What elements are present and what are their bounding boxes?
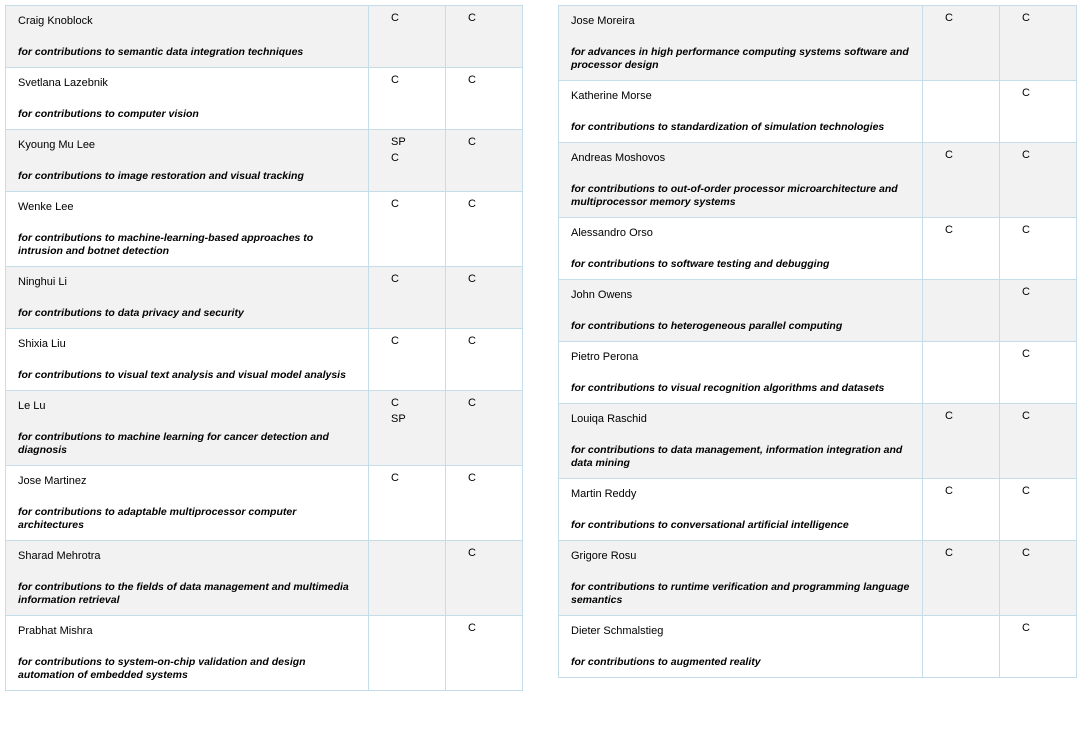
fellow-cell (559, 81, 923, 143)
fellow-name: Ninghui Li (18, 276, 67, 288)
table-row (6, 267, 523, 329)
category-cell (923, 81, 1000, 143)
category-cell (369, 616, 446, 691)
fellow-name: Le Lu (18, 400, 46, 412)
fellow-citation: for contributions to computer vision (18, 108, 199, 120)
designation-code: C (1022, 547, 1030, 559)
fellow-name: Shixia Liu (18, 338, 66, 350)
category-cell (369, 267, 446, 329)
fellow-name: Andreas Moshovos (571, 152, 666, 164)
designation-code: C (391, 198, 399, 210)
society-cell (1000, 280, 1077, 342)
table-row (6, 6, 523, 68)
category-cell (923, 280, 1000, 342)
designation-code: C (391, 273, 399, 285)
fellow-citation: for contributions to heterogeneous parallel computing (571, 320, 843, 332)
fellow-citation: for contributions to the fields of data management and multimedia information retrieval (18, 581, 349, 606)
fellow-citation: for contributions to data management, information integration and data mining (571, 444, 903, 469)
designation-code: C (468, 273, 476, 285)
society-cell (446, 68, 523, 130)
table-row (6, 541, 523, 616)
designation-code: C (468, 397, 476, 409)
society-cell (446, 541, 523, 616)
table-row (559, 143, 1077, 218)
fellow-citation: for contributions to data privacy and security (18, 307, 244, 319)
table-row (6, 130, 523, 192)
table-row (559, 81, 1077, 143)
category-cell (923, 541, 1000, 616)
designation-code: C (391, 335, 399, 347)
table-row (6, 68, 523, 130)
society-cell (446, 6, 523, 68)
fellow-citation: for contributions to software testing and debugging (571, 258, 830, 270)
designation-code: C (468, 74, 476, 86)
fellow-cell (559, 541, 923, 616)
designation-code: C (1022, 485, 1030, 497)
table-row (559, 404, 1077, 479)
fellow-name: Alessandro Orso (571, 227, 653, 239)
fellow-citation: for contributions to machine-learning-based approaches to intrusion and botnet detection (18, 232, 314, 257)
category-cell (923, 218, 1000, 280)
fellows-table-right (558, 5, 1077, 678)
fellow-name: Craig Knoblock (18, 15, 93, 27)
category-cell (369, 130, 446, 192)
table-row (559, 616, 1077, 678)
fellow-name: Wenke Lee (18, 201, 74, 213)
fellow-cell (559, 479, 923, 541)
designation-code: C (1022, 12, 1030, 24)
fellow-cell (559, 143, 923, 218)
category-cell (923, 6, 1000, 81)
designation-code: C (1022, 87, 1030, 99)
fellow-cell (6, 329, 369, 391)
designation-code: C (945, 12, 953, 24)
fellow-citation: for contributions to visual text analysis and visual model analysis (18, 369, 346, 381)
table-row (6, 192, 523, 267)
designation-code: C (1022, 410, 1030, 422)
fellow-cell (6, 466, 369, 541)
designation-code: C (468, 472, 476, 484)
category-cell (923, 404, 1000, 479)
table-row (559, 218, 1077, 280)
society-cell (1000, 479, 1077, 541)
table-row (559, 479, 1077, 541)
fellow-name: Katherine Morse (571, 90, 652, 102)
category-cell (369, 541, 446, 616)
society-cell (1000, 541, 1077, 616)
fellow-cell (6, 267, 369, 329)
society-cell (446, 391, 523, 466)
fellow-citation: for contributions to semantic data integration techniques (18, 46, 304, 58)
fellow-cell (6, 391, 369, 466)
designation-code: C (1022, 348, 1030, 360)
category-cell (923, 616, 1000, 678)
table-row (6, 466, 523, 541)
society-cell (1000, 81, 1077, 143)
fellow-name: Jose Martinez (18, 475, 87, 487)
fellow-citation: for contributions to system-on-chip validation and design automation of embedded systems (18, 656, 306, 681)
society-cell (446, 267, 523, 329)
fellow-name: Kyoung Mu Lee (18, 139, 96, 151)
fellow-citation: for contributions to machine learning for cancer detection and diagnosis (18, 431, 329, 456)
category-cell (923, 479, 1000, 541)
designation-code: C (468, 335, 476, 347)
fellows-table-left (5, 5, 523, 691)
designation-code: SP (391, 136, 406, 148)
fellow-cell (6, 6, 369, 68)
society-cell (1000, 616, 1077, 678)
designation-code: C (391, 152, 399, 164)
fellow-cell (6, 68, 369, 130)
table-row (559, 541, 1077, 616)
designation-code: C (468, 12, 476, 24)
category-cell (369, 391, 446, 466)
designation-code: C (945, 547, 953, 559)
fellow-name: Jose Moreira (571, 15, 635, 27)
category-cell (369, 6, 446, 68)
category-cell (923, 143, 1000, 218)
category-cell (369, 192, 446, 267)
society-cell (1000, 6, 1077, 81)
designation-code: C (391, 12, 399, 24)
table-row (6, 616, 523, 691)
fellow-citation: for contributions to conversational artificial intelligence (571, 519, 849, 531)
society-cell (1000, 342, 1077, 404)
category-cell (369, 329, 446, 391)
fellow-cell (559, 342, 923, 404)
table-row (6, 329, 523, 391)
designation-code: C (468, 198, 476, 210)
fellow-cell (6, 192, 369, 267)
fellow-citation: for contributions to adaptable multiprocessor computer architectures (18, 506, 297, 531)
fellow-citation: for contributions to standardization of simulation technologies (571, 121, 885, 133)
fellow-cell (559, 6, 923, 81)
designation-code: C (468, 136, 476, 148)
designation-code: C (391, 74, 399, 86)
category-cell (369, 68, 446, 130)
society-cell (1000, 143, 1077, 218)
designation-code: C (1022, 286, 1030, 298)
fellow-name: Louiqa Raschid (571, 413, 647, 425)
fellow-citation: for contributions to out-of-order processor microarchitecture and multiprocessor memory systems (571, 183, 898, 208)
category-cell (923, 342, 1000, 404)
society-cell (1000, 404, 1077, 479)
designation-code: C (1022, 622, 1030, 634)
designation-code: SP (391, 413, 406, 425)
society-cell (446, 130, 523, 192)
fellow-citation: for contributions to visual recognition algorithms and datasets (571, 382, 885, 394)
fellow-cell (559, 616, 923, 678)
fellow-cell (559, 280, 923, 342)
fellow-name: Svetlana Lazebnik (18, 77, 108, 89)
society-cell (1000, 218, 1077, 280)
fellow-cell (6, 616, 369, 691)
designation-code: C (391, 472, 399, 484)
designation-code: C (945, 485, 953, 497)
designation-code: C (945, 224, 953, 236)
designation-code: C (1022, 224, 1030, 236)
society-cell (446, 466, 523, 541)
society-cell (446, 616, 523, 691)
fellow-citation: for contributions to runtime verification and programming language semantics (571, 581, 910, 606)
category-cell (369, 466, 446, 541)
designation-code: C (468, 547, 476, 559)
table-row (559, 342, 1077, 404)
fellow-cell (559, 218, 923, 280)
designation-code: C (468, 622, 476, 634)
designation-code: C (945, 149, 953, 161)
fellow-name: John Owens (571, 289, 633, 301)
table-row (559, 6, 1077, 81)
designation-code: C (1022, 149, 1030, 161)
fellow-name: Sharad Mehrotra (18, 550, 101, 562)
fellow-name: Martin Reddy (571, 488, 637, 500)
table-row (6, 391, 523, 466)
society-cell (446, 329, 523, 391)
fellow-name: Dieter Schmalstieg (571, 625, 664, 637)
fellow-citation: for contributions to image restoration and visual tracking (18, 170, 304, 182)
fellow-cell (559, 404, 923, 479)
fellow-cell (6, 130, 369, 192)
table-row (559, 280, 1077, 342)
fellow-citation: for contributions to augmented reality (571, 656, 761, 668)
fellow-citation: for advances in high performance computing systems software and processor design (571, 46, 909, 71)
designation-code: C (391, 397, 399, 409)
fellow-name: Pietro Perona (571, 351, 639, 363)
society-cell (446, 192, 523, 267)
fellow-name: Prabhat Mishra (18, 625, 93, 637)
fellow-name: Grigore Rosu (571, 550, 637, 562)
fellow-cell (6, 541, 369, 616)
designation-code: C (945, 410, 953, 422)
